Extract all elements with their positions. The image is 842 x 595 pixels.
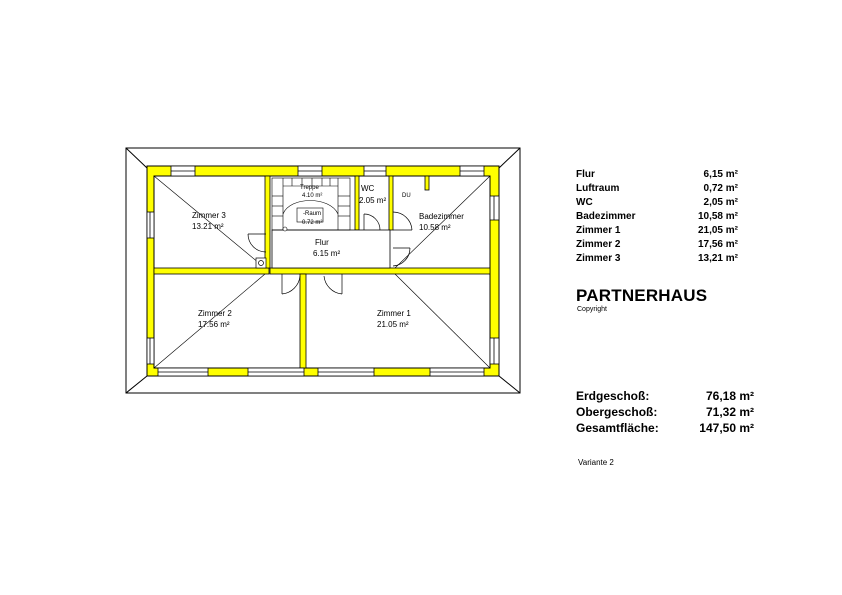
- area-row: [576, 224, 738, 238]
- area-row: [576, 238, 738, 252]
- area-value: 0,72 m²: [703, 183, 738, 194]
- area-row: [576, 168, 738, 182]
- total-value: 71,32 m²: [705, 405, 754, 419]
- room-name-luftraum: -Raum: [303, 211, 322, 217]
- room-area-wc: 2.05 m²: [359, 196, 387, 205]
- brand-title: PARTNERHAUS: [576, 286, 708, 305]
- room-area-zimmer1: 21.05 m²: [377, 320, 409, 329]
- area-name: Zimmer 3: [576, 253, 621, 264]
- area-name: Badezimmer: [576, 211, 636, 222]
- room-area-luftraum: 0.72 m²: [302, 220, 323, 226]
- room-name-zimmer2: Zimmer 2: [198, 309, 232, 318]
- area-row: [576, 252, 738, 266]
- room-area-flur: 6.15 m²: [313, 249, 341, 258]
- area-value: 13,21 m²: [697, 253, 738, 264]
- room-name-badezimmer: Badezimmer: [419, 212, 464, 221]
- area-row: [576, 182, 738, 196]
- area-value: 2,05 m²: [703, 197, 738, 208]
- total-row: [576, 420, 754, 436]
- room-area-treppe: 4.10 m²: [302, 193, 323, 199]
- area-value: 10,58 m²: [697, 211, 738, 222]
- room-name-flur: Flur: [315, 238, 329, 247]
- total-row: [576, 388, 754, 404]
- room-name-du: DU: [402, 193, 411, 199]
- total-name: Obergeschoß:: [576, 405, 658, 419]
- area-name: WC: [576, 197, 593, 208]
- total-name: Gesamtfläche:: [576, 421, 659, 435]
- room-name-zimmer3: Zimmer 3: [192, 211, 226, 220]
- area-name: Luftraum: [576, 183, 620, 194]
- room-labels: [192, 184, 464, 329]
- interior-walls: [154, 176, 490, 368]
- room-area-zimmer2: 17.56 m²: [198, 320, 230, 329]
- variant-label: Variante 2: [578, 458, 614, 467]
- total-value: 76,18 m²: [705, 389, 754, 403]
- area-list: [576, 168, 738, 266]
- area-value: 6,15 m²: [703, 169, 738, 180]
- area-row: [576, 196, 738, 210]
- area-name: Zimmer 1: [576, 225, 621, 236]
- area-row: [576, 210, 738, 224]
- area-value: 21,05 m²: [697, 225, 738, 236]
- area-name: Zimmer 2: [576, 239, 621, 250]
- room-area-badezimmer: 10.58 m²: [419, 223, 451, 232]
- total-name: Erdgeschoß:: [576, 389, 650, 403]
- room-name-wc: WC: [361, 184, 375, 193]
- room-name-treppe: Treppe: [300, 185, 319, 191]
- area-value: 17,56 m²: [697, 239, 738, 250]
- area-name: Flur: [576, 169, 595, 180]
- room-name-zimmer1: Zimmer 1: [377, 309, 411, 318]
- total-row: [576, 404, 754, 420]
- room-area-zimmer3: 13.21 m²: [192, 222, 224, 231]
- total-value: 147,50 m²: [699, 421, 754, 435]
- totals-list: [576, 388, 754, 436]
- copyright-text: Copyright: [577, 306, 607, 313]
